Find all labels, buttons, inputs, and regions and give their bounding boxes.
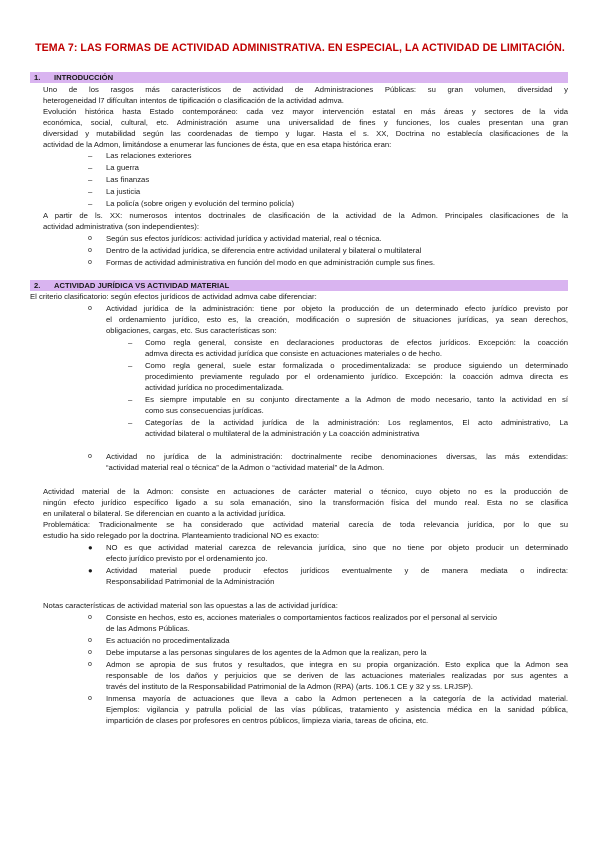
list-item: Las relaciones exteriores (106, 151, 192, 160)
section-label: ACTIVIDAD JURÍDICA VS ACTIVIDAD MATERIAL (54, 281, 230, 290)
list-item: “actividad material real o técnica” de la Admon o “actividad material” de la Admon. (106, 463, 385, 472)
dash-bullet: – (128, 395, 133, 404)
dash-bullet: – (88, 199, 93, 208)
list-item: actividad jurídica no procedimentalizada. (145, 383, 284, 392)
list-item: como sus consecuencias jurídicas. (145, 406, 264, 415)
paragraph-line: actividad de la Admon, limitándose a enumerar las funciones de ésta, que en esa etapa histórica eran: (43, 140, 392, 149)
list-item: Como regla general, consiste en declaraciones productoras de efectos jurídicos. Excepción: la coacción (145, 338, 568, 347)
paragraph-line: diversidad y mutabilidad según las coordenadas de tiempo y lugar. Hasta el s. XX, Doctrina no establecía clasificaciones de la (43, 129, 568, 138)
section-number: 1. (34, 73, 41, 82)
circle-bullet: o (88, 305, 92, 312)
paragraph-line: heterogeneidad l7 difícultan intentos de tipificación o clasificación de la actividad admva. (43, 96, 344, 105)
dash-bullet: – (128, 418, 133, 427)
list-item: La justicia (106, 187, 141, 196)
dash-bullet: – (88, 151, 93, 160)
list-item: de las Admons Públicas. (106, 624, 190, 633)
paragraph-line: Notas características de actividad material son las opuestas a las de actividad jurídica: (43, 601, 338, 610)
list-item: Inmensa mayoría de actuaciones que lleva a cabo la Admon pertenecen a la categoría de la actividad material. (106, 694, 568, 703)
list-item: responsable de los daños y perjuicios que se deriven de las actuaciones materiales realizadas por sus agentes a (106, 671, 568, 680)
circle-bullet: o (88, 661, 92, 668)
paragraph-line: Actividad material de la Admon: consiste en actuaciones de carácter material o técnico, cuyo objeto no es la producción de (43, 487, 568, 496)
paragraph-line: El criterio clasificatorio: según efectos jurídicos de actividad admva cabe diferenciar: (30, 292, 317, 301)
dash-bullet: – (128, 361, 133, 370)
paragraph-line: A partir de ls. XX: numerosos intentos doctrinales de clasificación de la actividad de la Admon. Principales clasificaciones de la (43, 211, 568, 220)
list-item: Categorías de la actividad jurídica de la administración: Los reglamentos, El acto administrativo, La (145, 418, 568, 427)
section-label: INTRODUCCIÓN (54, 73, 114, 82)
list-item: Debe imputarse a las personas singulares de los agentes de la Admon que la realizan, pero la (106, 648, 427, 657)
paragraph-line: estudio ha sido relegado por la doctrina. Planteamiento tradicional NO es exacto: (43, 531, 320, 540)
list-item: NO es que actividad material carezca de relevancia jurídica, sino que no tiene por objeto producir un determinado (106, 543, 568, 552)
circle-bullet: o (88, 247, 92, 254)
list-item: Admon se apropia de sus frutos y resultados, que integra en su propia organización. Esto explica que la Admon sea (106, 660, 568, 669)
section-heading-introduccion (30, 72, 568, 83)
list-item: Ejemplos: vigilancia y patrulla policial de las vías públicas, tratamiento y asistencia médica en la sanidad pública, (106, 705, 568, 714)
paragraph-line: ningún efecto jurídico específico ligado a su sola emanación, sino la transformación física del mundo real. Esta no se clasifica (43, 498, 568, 507)
round-bullet: ● (88, 543, 93, 552)
list-item: Según sus efectos jurídicos: actividad jurídica y actividad material, real o técnica. (106, 234, 382, 243)
list-item: Es siempre imputable en su conjunto directamente a la Admon de modo necesario, tanto la actividad en sí (145, 395, 568, 404)
list-item: Es actuación no procedimentalizada (106, 636, 230, 645)
section-heading-actividad (30, 280, 568, 291)
list-item: La guerra (106, 163, 139, 172)
paragraph-line: en unilateral o bilateral. Se diferencian en cuanto a la actividad jurídica. (43, 509, 286, 518)
list-item: través del instituto de la Responsabilidad Patrimonial de la Admon (RPA) (arts. 106.1 CE y 32 y ss. LRJSP). (106, 682, 473, 691)
list-item: Actividad jurídica de la administración: tiene por objeto la producción de un determinado efecto jurídico previsto por (106, 304, 568, 313)
section-number: 2. (34, 281, 41, 290)
paragraph-line: actividad administrativa (son independientes): (43, 222, 199, 231)
circle-bullet: o (88, 453, 92, 460)
circle-bullet: o (88, 614, 92, 621)
paragraph-line: Uno de los rasgos más característicos de actividad de Administraciones Públicas: su gran volumen, diversidad y (43, 85, 568, 94)
list-item: Actividad no jurídica de la administración: doctrinalmente recibe denominaciones diversas, las más extendidas: (106, 452, 568, 461)
list-item: el ordenamiento jurídico, esto es, la creación, modificación o supresión de situaciones jurídicas, ya sean derechos, (106, 315, 568, 324)
dash-bullet: – (88, 175, 93, 184)
list-item: Las finanzas (106, 175, 150, 184)
paragraph-line: Problemática: Tradicionalmente se ha considerado que actividad material carecía de toda relevancia jurídica, por lo que su (43, 520, 568, 529)
circle-bullet: o (88, 695, 92, 702)
list-item: Consiste en hechos, esto es, acciones materiales o comportamientos facticos realizados por el personal al servicio (106, 613, 497, 622)
list-item: obligaciones, cargas, etc. Sus características son: (106, 326, 277, 335)
list-item: efecto jurídico previsto por el ordenamiento jco. (106, 554, 268, 563)
list-item: Formas de actividad administrativa en función del modo en que administración cumple sus fines. (106, 258, 436, 267)
list-item: La policía (sobre origen y evolución del termino policía) (106, 199, 295, 208)
list-item: impartición de clases por profesores en centros públicos, limpieza viaria, tareas de oficina, etc. (106, 716, 429, 725)
list-item: admva directa es actividad jurídica que consiste en actuaciones materiales o de hecho. (145, 349, 442, 358)
list-item: actividad bilateral o multilateral de la administración y La coacción administrativa (145, 429, 420, 438)
list-item: Actividad material puede producir efectos jurídicos eventualmente y de manera mediata o indirecta: (106, 566, 568, 575)
circle-bullet: o (88, 649, 92, 656)
list-item: Como regla general, suele estar formalizada o procedimentalizada: se produce siguiendo un determinado (145, 361, 568, 370)
dash-bullet: – (88, 187, 93, 196)
paragraph-line: Evolución histórica hasta Estado contemporáneo: cada vez mayor intervención estatal en más áreas y sectores de la vida (43, 107, 568, 116)
list-item: Dentro de la actividad jurídica, se diferencia entre actividad unilateral y bilateral o multilateral (106, 246, 422, 255)
dash-bullet: – (88, 163, 93, 172)
paragraph-line: económica, social, cultural, etc. Administración asume una universalidad de fines y funciones, los cuales presentan una gran (43, 118, 568, 127)
circle-bullet: o (88, 637, 92, 644)
round-bullet: ● (88, 566, 93, 575)
dash-bullet: – (128, 338, 133, 347)
list-item: Responsabilidad Patrimonial de la Administración (106, 577, 275, 586)
list-item: procedimiento previamente regulado por el ordenamiento jurídico. Excepción: la coacción admva directa es (145, 372, 568, 381)
document-title: TEMA 7: LAS FORMAS DE ACTIVIDAD ADMINISTRATIVA. EN ESPECIAL, LA ACTIVIDAD DE LIMITACIÓN. (35, 42, 565, 54)
circle-bullet: o (88, 235, 92, 242)
circle-bullet: o (88, 259, 92, 266)
